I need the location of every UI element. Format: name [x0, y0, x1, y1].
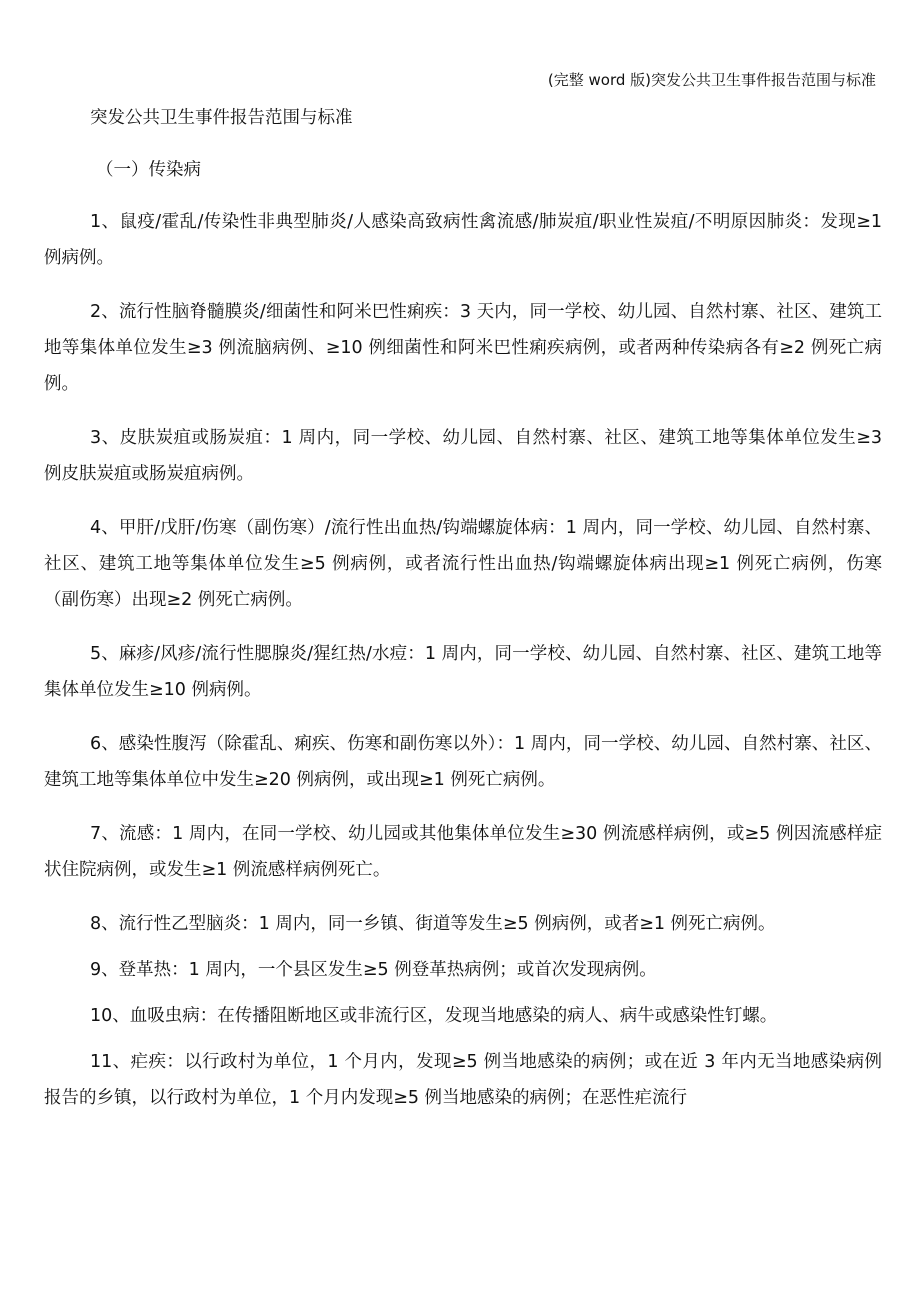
section-heading: （一）传染病 [96, 160, 201, 180]
list-item: 10、血吸虫病：在传播阻断地区或非流行区，发现当地感染的病人、病牛或感染性钉螺。 [90, 1006, 778, 1026]
list-item: 3、皮肤炭疽或肠炭疽：1 周内，同一学校、幼儿园、自然村寨、社区、建筑工地等集体单位发生≥3 例皮肤炭疽或肠炭疽病例。 [44, 428, 882, 484]
document-body [44, 102, 882, 1134]
document-title: 突发公共卫生事件报告范围与标准 [90, 108, 353, 128]
list-item: 7、流感：1 周内，在同一学校、幼儿园或其他集体单位发生≥30 例流感样病例，或≥5 例因流感样症状住院病例，或发生≥1 例流感样病例死亡。 [44, 824, 882, 880]
running-header: (完整 word 版)突发公共卫生事件报告范围与标准 [547, 71, 876, 89]
list-item: 1、鼠疫/霍乱/传染性非典型肺炎/人感染高致病性禽流感/肺炭疽/职业性炭疽/不明原因肺炎：发现≥1 例病例。 [44, 212, 882, 268]
list-item: 9、登革热：1 周内，一个县区发生≥5 例登革热病例；或首次发现病例。 [90, 960, 657, 980]
list-item: 5、麻疹/风疹/流行性腮腺炎/猩红热/水痘：1 周内，同一学校、幼儿园、自然村寨、社区、建筑工地等集体单位发生≥10 例病例。 [44, 644, 882, 700]
list-item: 2、流行性脑脊髓膜炎/细菌性和阿米巴性痢疾：3 天内，同一学校、幼儿园、自然村寨、社区、建筑工地等集体单位发生≥3 例流脑病例、≥10 例细菌性和阿米巴性痢疾病例，或者两种传染病各有≥2 例死亡病例。 [44, 302, 882, 394]
list-item: 6、感染性腹泻（除霍乱、痢疾、伤寒和副伤寒以外）：1 周内，同一学校、幼儿园、自然村寨、社区、建筑工地等集体单位中发生≥20 例病例，或出现≥1 例死亡病例。 [44, 734, 882, 790]
list-item: 11、疟疾：以行政村为单位，1 个月内，发现≥5 例当地感染的病例；或在近 3 年内无当地感染病例报告的乡镇，以行政村为单位，1 个月内发现≥5 例当地感染的病例；在恶性疟流行 [44, 1052, 882, 1108]
list-item: 4、甲肝/戊肝/伤寒（副伤寒）/流行性出血热/钩端螺旋体病：1 周内，同一学校、幼儿园、自然村寨、社区、建筑工地等集体单位发生≥5 例病例，或者流行性出血热/钩端螺旋体病出现≥1 例死亡病例，伤寒（副伤寒）出现≥2 例死亡病例。 [44, 518, 882, 610]
list-item: 8、流行性乙型脑炎：1 周内，同一乡镇、街道等发生≥5 例病例，或者≥1 例死亡病例。 [90, 914, 776, 934]
